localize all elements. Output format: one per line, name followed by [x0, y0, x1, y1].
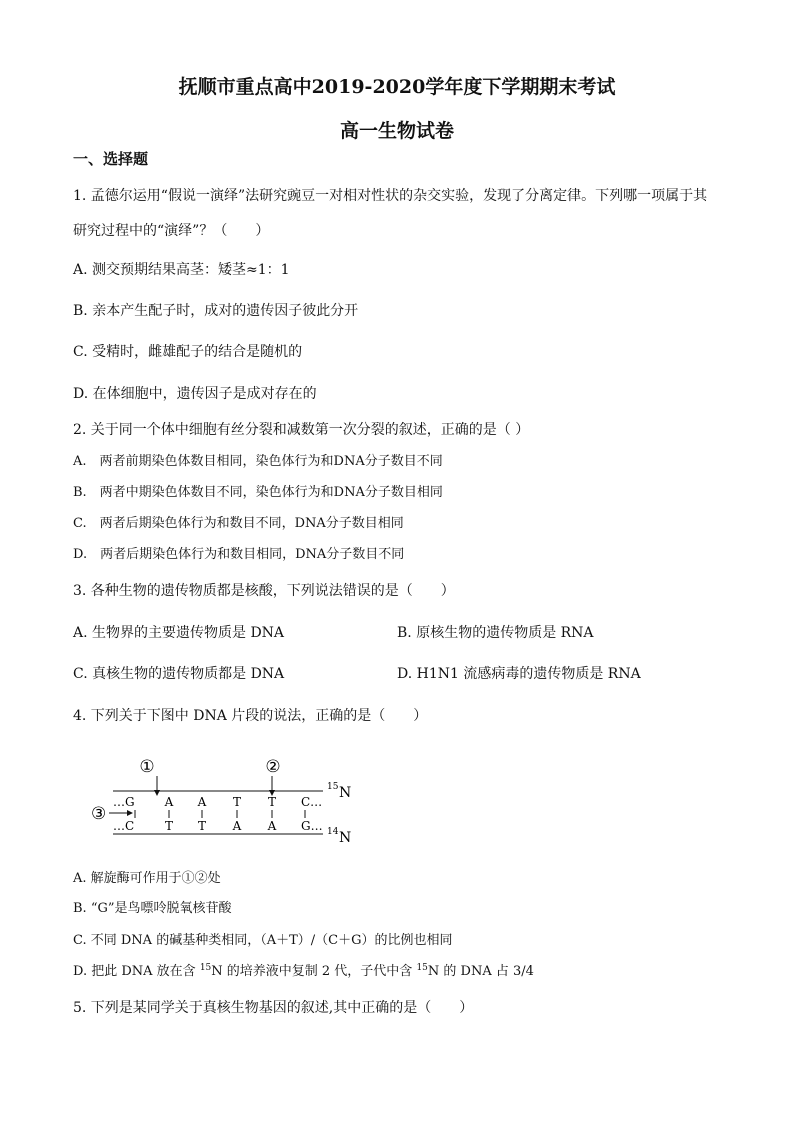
marker-1: ①: [139, 757, 155, 777]
q2-option-c: C. 两者后期染色体行为和数目不同，DNA分子数目相同: [73, 516, 404, 531]
base-pair-bonds: [135, 810, 305, 818]
top-isotope-n: N: [339, 785, 352, 801]
top-base-5: C…: [301, 795, 323, 809]
q1-stem-line2: 研究过程中的“演绎”？（ ）: [73, 223, 270, 239]
q4-option-a: A. 解旋酶可作用于①②处: [73, 871, 221, 886]
bottom-isotope-n: N: [339, 830, 352, 846]
q3-option-a: A. 生物界的主要遗传物质是 DNA: [73, 625, 285, 641]
q4-option-c: C. 不同 DNA 的碱基种类相同，（A＋T）/（C＋G）的比例也相同: [73, 933, 453, 948]
q3-option-d: D. H1N1 流感病毒的遗传物质是 RNA: [397, 666, 641, 682]
section-heading: 一、选择题: [73, 150, 149, 168]
top-base-2: A: [197, 795, 207, 809]
bottom-base-2: T: [197, 819, 207, 833]
q1-option-d: D. 在体细胞中，遗传因子是成对存在的: [73, 386, 317, 402]
q1-option-b: B. 亲本产生配子时，成对的遗传因子彼此分开: [73, 303, 359, 319]
bottom-base-4: A: [267, 819, 277, 833]
q2-option-a: A. 两者前期染色体数目相同，染色体行为和DNA分子数目不同: [73, 454, 443, 469]
q1-option-c: C. 受精时，雌雄配子的结合是随机的: [73, 344, 303, 360]
exam-title: 抚顺市重点高中2019-2020学年度下学期期末考试: [178, 76, 616, 98]
q3-stem: 3. 各种生物的遗传物质都是核酸，下列说法错误的是（ ）: [73, 583, 455, 599]
q5-stem: 5. 下列是某同学关于真核生物基因的叙述,其中正确的是（ ）: [73, 1000, 474, 1016]
q2-option-b: B. 两者中期染色体数目不同，染色体行为和DNA分子数目相同: [73, 485, 443, 500]
q2-option-d: D. 两者后期染色体行为和数目相同，DNA分子数目不同: [73, 547, 405, 562]
marker-3: ③: [91, 804, 107, 824]
q1-stem-line1: 1. 孟德尔运用“假说一演绎”法研究豌豆一对相对性状的杂交实验，发现了分离定律。下列哪一项属于其: [73, 188, 708, 204]
top-base-0: …G: [113, 795, 135, 809]
arrow-1-head: [154, 790, 160, 796]
bottom-base-3: A: [232, 819, 242, 833]
q4-option-b: B. “G”是鸟嘌呤脱氧核苷酸: [73, 901, 232, 916]
q4-stem: 4. 下列关于下图中 DNA 片段的说法，正确的是（ ）: [73, 708, 428, 724]
q3-option-b: B. 原核生物的遗传物质是 RNA: [397, 625, 594, 641]
top-base-3: T: [232, 795, 242, 809]
bottom-base-5: G…: [301, 819, 323, 833]
top-isotope-sup: 15: [327, 782, 339, 792]
q1-option-a: A. 测交预期结果高茎：矮茎≈1：1: [73, 262, 290, 278]
bottom-base-1: T: [164, 819, 174, 833]
bottom-isotope-sup: 14: [327, 827, 339, 837]
arrow-3-head: [127, 810, 133, 816]
q2-stem: 2. 关于同一个体中细胞有丝分裂和减数第一次分裂的叙述，正确的是（ ）: [73, 422, 530, 438]
exam-subtitle: 高一生物试卷: [339, 120, 454, 142]
q3-option-c: C. 真核生物的遗传物质都是 DNA: [73, 666, 285, 682]
top-base-4: T: [267, 795, 277, 809]
bottom-base-0: …C: [113, 819, 135, 833]
marker-2: ②: [265, 757, 281, 777]
top-base-1: A: [164, 795, 174, 809]
dna-fragment-diagram: [85, 752, 375, 852]
q4-option-d: D. 把此 DNA 放在含 $^{15}$N 的培养液中复制 2 代，子代中含 $^{15}$N 的 DNA 占 3/4: [73, 963, 534, 979]
